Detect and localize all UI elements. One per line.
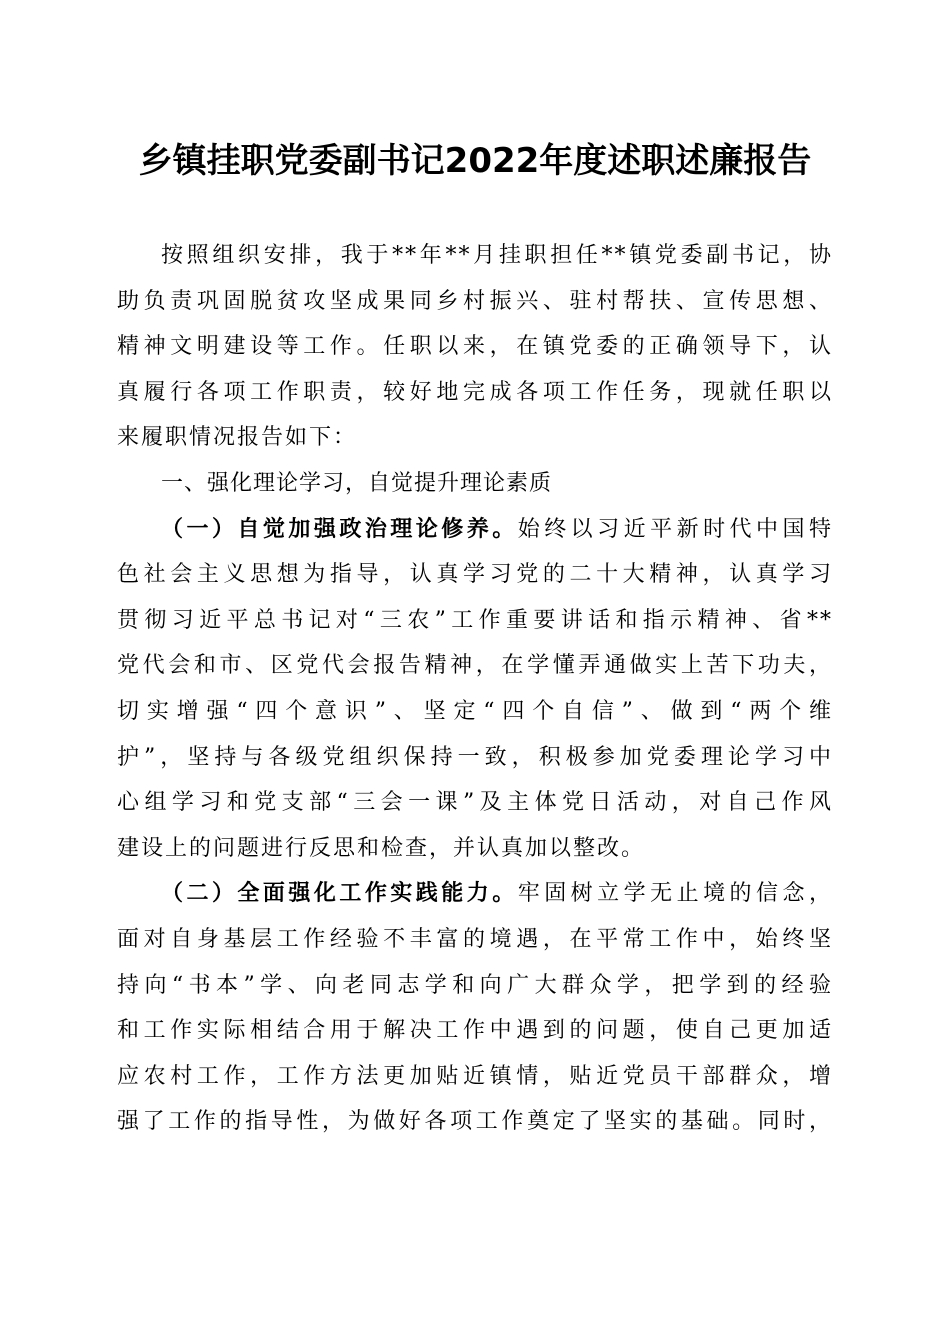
paragraph-line: 和工作实际相结合用于解决工作中遇到的问题，使自己更加适 [117,1018,833,1044]
section-heading: 一、强化理论学习，自觉提升理论素质 [161,470,553,496]
paragraph-line [117,871,833,917]
paragraph-line: 来履职情况报告如下： [117,425,358,451]
paragraph-line: 色社会主义思想为指导，认真学习党的二十大精神，认真学习 [117,562,833,588]
paragraph-line: 强了工作的指导性，为做好各项工作奠定了坚实的基础。同时， [117,1109,833,1135]
paragraph-line: 面对自身基层工作经验不丰富的境遇，在平常工作中，始终坚 [117,926,833,952]
paragraph-line [117,507,833,553]
paragraph-line: 建设上的问题进行反思和检查，并认真加以整改。 [117,835,646,861]
document-title: 乡镇挂职党委副书记2022年度述职述廉报告 [138,141,812,181]
paragraph-lead: （一）自觉加强政治理论修养。 [161,516,518,542]
paragraph-line: 切实增强“四个意识”、坚定“四个自信”、做到“两个维 [117,698,833,724]
paragraph-line: 党代会和市、区党代会报告精神，在学懂弄通做实上苦下功夫， [117,653,833,679]
paragraph-line: 按照组织安排，我于**年**月挂职担任**镇党委副书记，协 [161,243,833,268]
paragraph-line: 护”，坚持与各级党组织保持一致，积极参加党委理论学习中 [117,744,833,770]
paragraph-line: 助负责巩固脱贫攻坚成果同乡村振兴、驻村帮扶、宣传思想、 [117,288,833,314]
paragraph-text: 牢固树立学无止境的信念， [517,881,833,907]
paragraph-line: 应农村工作，工作方法更加贴近镇情，贴近党员干部群众，增 [117,1063,833,1089]
paragraph-line: 心组学习和党支部“三会一课”及主体党日活动，对自己作风 [117,790,833,816]
paragraph-line: 精神文明建设等工作。任职以来，在镇党委的正确领导下，认 [117,334,833,360]
paragraph-line: 真履行各项工作职责，较好地完成各项工作任务，现就任职以 [117,379,833,405]
document-body [117,233,833,1145]
paragraph-lead: （二）全面强化工作实践能力。 [161,881,518,907]
paragraph-line: 持向“书本”学、向老同志学和向广大群众学，把学到的经验 [117,972,833,998]
paragraph-line: 贯彻习近平总书记对“三农”工作重要讲话和指示精神、省** [117,607,833,633]
paragraph-text: 始终以习近平新时代中国特 [517,516,833,542]
